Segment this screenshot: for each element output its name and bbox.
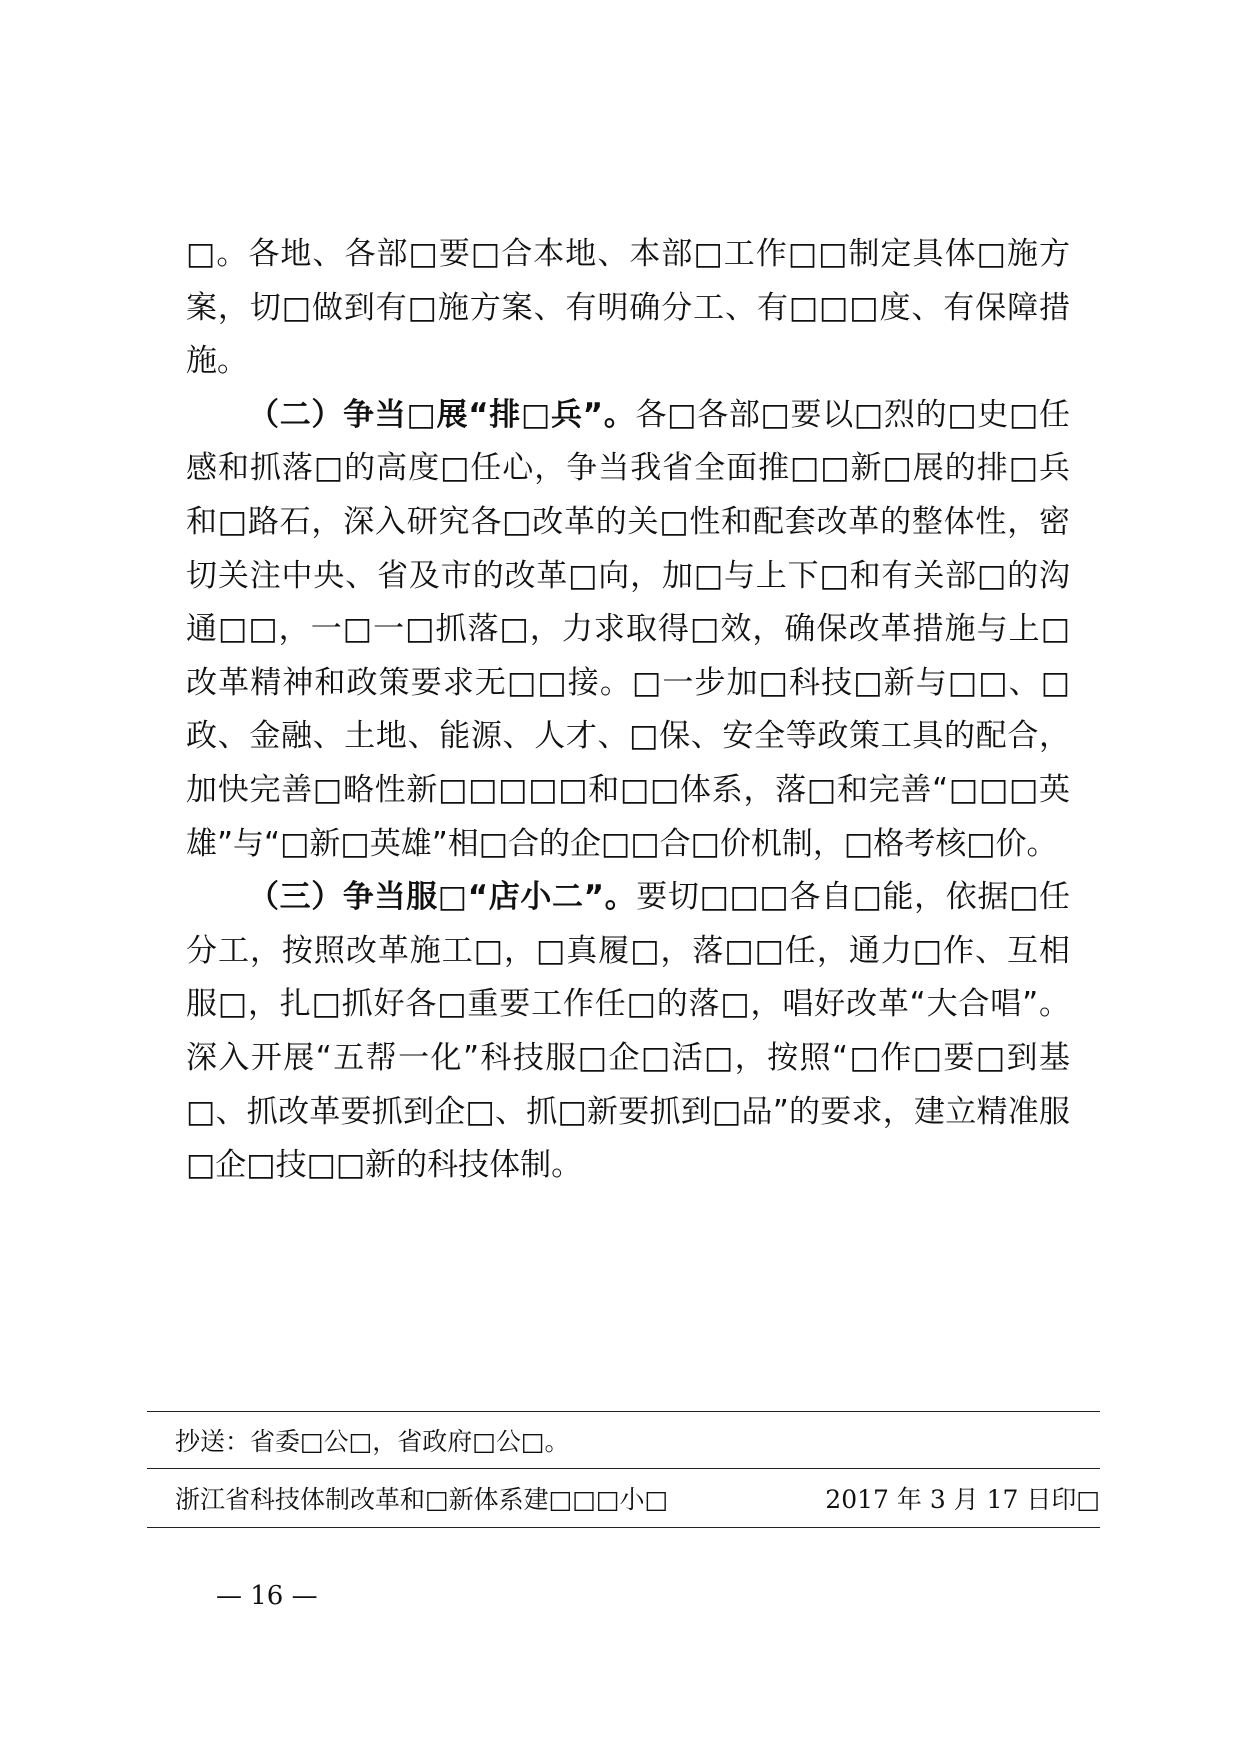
footer-bottom-divider	[147, 1527, 1100, 1528]
paragraph-2-text: 各□各部□要以□烈的□史□任感和抓落□的高度□任心，争当我省全面推□□新□展的排□兵和□路石，深入研究各□改革的关□性和配套改革的整体性，密切关注中央、省及市的改革□向，加□与上下□和有关部□的沟通□□，一□一□抓落□，力求取得□效，确保改革措施与上□改革精神和政策要求无□□接。□一步加□科技□新与□□、□政、金融、土地、能源、人才、□保、安全等政策工具的配合，加快完善□略性新□□□□□和□□体系，落□和完善“□□□英雄”与“□新□英雄”相□合的企□□合□价机制，□格考核□价。	[186, 396, 1070, 862]
footer-middle-divider	[147, 1468, 1100, 1469]
paragraph-2	[186, 389, 1070, 871]
document-body	[186, 228, 1070, 1193]
section-2-heading: （二）争当□展“排□兵”。	[248, 396, 636, 433]
section-3-heading: （三）争当服□“店小二”。	[248, 879, 637, 916]
issuing-office: 浙江省科技体制改革和□新体系建□□□小□	[175, 1485, 669, 1514]
footer-top-divider	[147, 1411, 1100, 1412]
paragraph-1-text: □。各地、各部□要□合本地、本部□工作□□制定具体□施方案，切□做到有□施方案、有明确分工、有□□□度、有保障措施。	[186, 236, 1070, 380]
paragraph-3	[186, 871, 1070, 1193]
page-number: — 16 —	[216, 1581, 318, 1611]
paragraph-3-text: 要切□□□各自□能，依据□任分工，按照改革施工□，□真履□，落□□任，通力□作、互相服□，扎□抓好各□重要工作任□的落□，唱好改革“大合唱”。深入开展“五帮一化”科技服□企□活□，按照“□作□要□到基□、抓改革要抓到企□、抓□新要抓到□品”的要求，建立精准服□企□技□□新的科技体制。	[186, 879, 1070, 1184]
paragraph-1	[186, 228, 1070, 389]
cc-recipients: 抄送：省委□公□，省政府□公□。	[175, 1427, 570, 1456]
print-date: 2017 年 3 月 17 日印□	[825, 1485, 1100, 1514]
